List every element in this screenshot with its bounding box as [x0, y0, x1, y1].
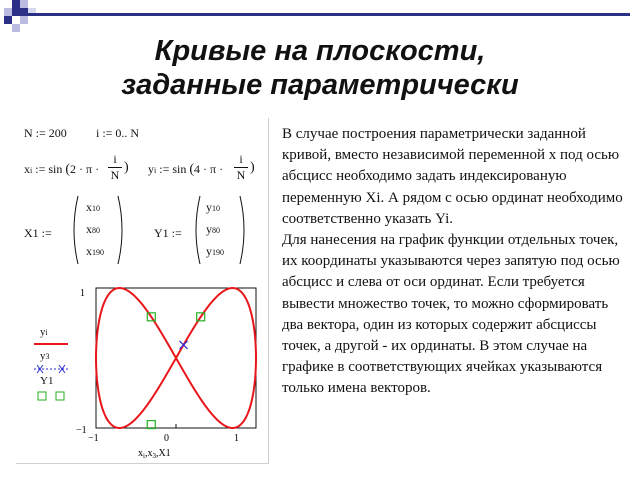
x-paren-close: ) [124, 160, 129, 175]
legend-Y1: Y1 [40, 375, 54, 387]
paragraph-1: В случае построения параметрически заданной кривой, вместо независимой переменной x под осью абсцисс необходимо задать индексированую переменную Xi. А рядом с осью ординат необходимо соответственно указать Yi. [282, 126, 623, 227]
page-title [0, 34, 640, 102]
legend-Y1-marker [36, 390, 70, 402]
legend-y3-marker [34, 364, 68, 374]
y-frac [234, 152, 248, 183]
series-Y1-point [147, 421, 155, 429]
y-coef: 4 · π · [194, 162, 224, 176]
x-definition: xi := sin (2 · π · [24, 162, 100, 177]
paragraph-2: Для нанесения на график функции отдельных точек, их координаты указываются через запятую под осью абсцисс и слева от оси ординат. Если требуется вывести множество точек, то можно сформировать два вектора, один из которых содержит абсциссы точек, а другой - их ординаты. В этом случае на графике в соответствующих ячейках указываются только имена векторов. [282, 232, 620, 397]
x-rhs: := sin [35, 162, 63, 176]
decorative-corner-squares [0, 0, 60, 36]
Y1-entry-1: y80 [206, 222, 220, 236]
legend-yi: yi [40, 326, 48, 338]
y-paren-close: ) [250, 160, 255, 175]
series-yi-curve [96, 288, 256, 428]
x-lhs: x [24, 162, 30, 176]
Y1-entry-0: y10 [206, 200, 220, 214]
Y1-label: Y1 := [154, 226, 182, 240]
y-lhs: y [148, 162, 154, 176]
y-rhs: := sin [159, 162, 187, 176]
ytick-bottom: −1 [76, 425, 87, 436]
X1-entry-2: x190 [86, 244, 104, 258]
y-lhs-sub: i [154, 166, 157, 175]
series-y3-point [180, 341, 188, 349]
Y1-entry-2: y190 [206, 244, 224, 258]
legend-yi-line [34, 342, 68, 346]
ytick-top: 1 [80, 288, 85, 299]
title-bar [12, 13, 630, 16]
x-frac-num: i [113, 152, 117, 166]
mathcad-worksheet [16, 118, 269, 464]
xtick-mid: 0 [164, 433, 169, 444]
y-frac-den: N [234, 167, 248, 183]
legend-y3: y3 [40, 350, 50, 362]
X1-label: X1 := [24, 226, 52, 240]
x-frac-den: N [108, 167, 122, 183]
X1-entry-0: x10 [86, 200, 100, 214]
x-coef: 2 · π · [70, 162, 100, 176]
page-title-line2: заданные параметрически [121, 69, 519, 101]
x-axis-caption: $x_i,x_3,X1$ [138, 448, 171, 460]
xtick-left: −1 [88, 433, 99, 444]
def-i: i := 0.. N [96, 126, 140, 140]
x-lhs-sub: i [30, 166, 33, 175]
x-frac [108, 152, 122, 183]
explanation-text [282, 124, 626, 400]
xtick-right: 1 [234, 433, 239, 444]
parametric-plot [76, 284, 266, 462]
page-title-line1: Кривые на плоскости, [154, 35, 486, 67]
y-frac-num: i [239, 152, 243, 166]
def-N: N := 200 [24, 126, 67, 140]
X1-entry-1: x80 [86, 222, 100, 236]
y-definition: yi := sin (4 · π · [148, 162, 224, 177]
